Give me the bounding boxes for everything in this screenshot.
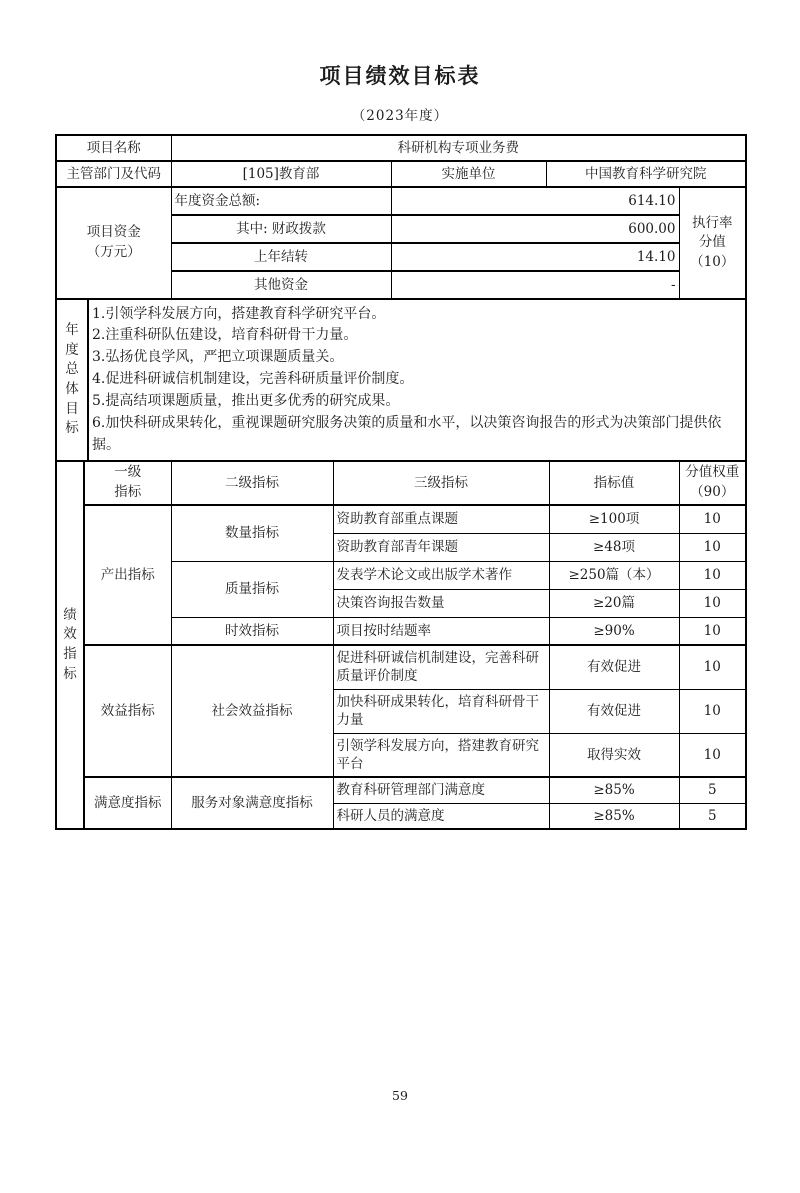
header-level1: 一级 指标 (84, 461, 171, 505)
funding-other-value: - (391, 271, 679, 299)
indicator-weight: 5 (679, 803, 746, 829)
indicator-value: ≥20篇 (549, 589, 679, 617)
level2-service-satisfaction: 服务对象满意度指标 (171, 777, 333, 829)
indicator-value: ≥85% (549, 803, 679, 829)
funding-fiscal-value: 600.00 (391, 215, 679, 243)
page-title: 项目绩效目标表 (319, 63, 481, 88)
header-level2: 二级指标 (171, 461, 333, 505)
level2-timeliness: 时效指标 (171, 617, 333, 645)
goal-line: 4.促进科研诚信机制建设，完善科研质量评价制度。 (92, 371, 414, 388)
indicator-name: 引领学科发展方向，搭建教育研究平台 (333, 733, 549, 777)
dept-value: [105]教育部 (171, 161, 391, 187)
level2-quantity: 数量指标 (171, 505, 333, 561)
indicator-value: ≥85% (549, 777, 679, 803)
indicator-name: 决策咨询报告数量 (333, 589, 549, 617)
indicator-name: 教育科研管理部门满意度 (333, 777, 549, 803)
indicator-value: ≥90% (549, 617, 679, 645)
indicator-weight: 10 (679, 589, 746, 617)
header-value: 指标值 (549, 461, 679, 505)
header-weight: 分值权重 （90） (679, 461, 746, 505)
indicator-name: 发表学术论文或出版学术著作 (333, 561, 549, 589)
funding-side-label: 项目资金 （万元） (56, 187, 171, 299)
table-row (56, 777, 746, 803)
goal-line: 3.弘扬优良学风，严把立项课题质量关。 (92, 349, 344, 366)
project-name-label: 项目名称 (56, 135, 171, 161)
indicator-weight: 10 (679, 617, 746, 645)
funding-carryover-value: 14.10 (391, 243, 679, 271)
table-row (56, 505, 746, 533)
header-level3: 三级指标 (333, 461, 549, 505)
unit-label: 实施单位 (391, 161, 546, 187)
goal-line: 2.注重科研队伍建设，培育科研骨干力量。 (92, 327, 358, 344)
level1-output: 产出指标 (84, 505, 171, 645)
indicator-name: 资助教育部青年课题 (333, 533, 549, 561)
funding-carryover-label: 上年结转 (171, 243, 391, 271)
level1-benefit: 效益指标 (84, 645, 171, 777)
performance-indicators-table (55, 460, 747, 830)
dept-label: 主管部门及代码 (56, 161, 171, 187)
level2-quality: 质量指标 (171, 561, 333, 617)
indicator-name: 促进科研诚信机制建设，完善科研质量评价制度 (333, 645, 549, 689)
annual-goal-side-label: 年度总体目标 (56, 299, 88, 461)
indicator-weight: 5 (679, 777, 746, 803)
annual-goal-table (55, 298, 747, 462)
project-name-value: 科研机构专项业务费 (171, 135, 746, 161)
indicator-weight: 10 (679, 689, 746, 733)
indicator-name: 资助教育部重点课题 (333, 505, 549, 533)
indicator-name: 科研人员的满意度 (333, 803, 549, 829)
indicator-weight: 10 (679, 505, 746, 533)
indicator-value: ≥250篇（本） (549, 561, 679, 589)
indicator-value: 取得实效 (549, 733, 679, 777)
funding-total-value: 614.10 (391, 187, 679, 215)
goal-line: 5.提高结项课题质量，推出更多优秀的研究成果。 (92, 392, 400, 409)
page-number: 59 (392, 1088, 408, 1103)
indicator-value: ≥48项 (549, 533, 679, 561)
page-subtitle: （2023年度） (351, 108, 449, 124)
goal-line: 1.引领学科发展方向，搭建教育科学研究平台。 (92, 305, 386, 322)
level2-social-benefit: 社会效益指标 (171, 645, 333, 777)
indicator-value: ≥100项 (549, 505, 679, 533)
indicator-value: 有效促进 (549, 645, 679, 689)
goal-line: 6.加快科研成果转化，重视课题研究服务决策的质量和水平，以决策咨询报告的形式为决策部门提供依据。 (92, 414, 722, 453)
indicators-side-label: 绩效指标 (56, 461, 84, 829)
project-info-table (55, 134, 747, 300)
funding-total-label: 年度资金总额: (171, 187, 391, 215)
indicator-name: 项目按时结题率 (333, 617, 549, 645)
annual-goal-content (88, 299, 746, 461)
indicator-weight: 10 (679, 733, 746, 777)
indicator-weight: 10 (679, 533, 746, 561)
unit-value: 中国教育科学研究院 (546, 161, 746, 187)
indicator-name: 加快科研成果转化，培育科研骨干力量 (333, 689, 549, 733)
indicator-weight: 10 (679, 645, 746, 689)
execution-rate-score-label: 执行率 分值 （10） (679, 187, 746, 299)
level1-satisfaction: 满意度指标 (84, 777, 171, 829)
indicator-weight: 10 (679, 561, 746, 589)
funding-other-label: 其他资金 (171, 271, 391, 299)
indicator-value: 有效促进 (549, 689, 679, 733)
table-row (56, 645, 746, 689)
funding-fiscal-label: 其中: 财政拨款 (171, 215, 391, 243)
